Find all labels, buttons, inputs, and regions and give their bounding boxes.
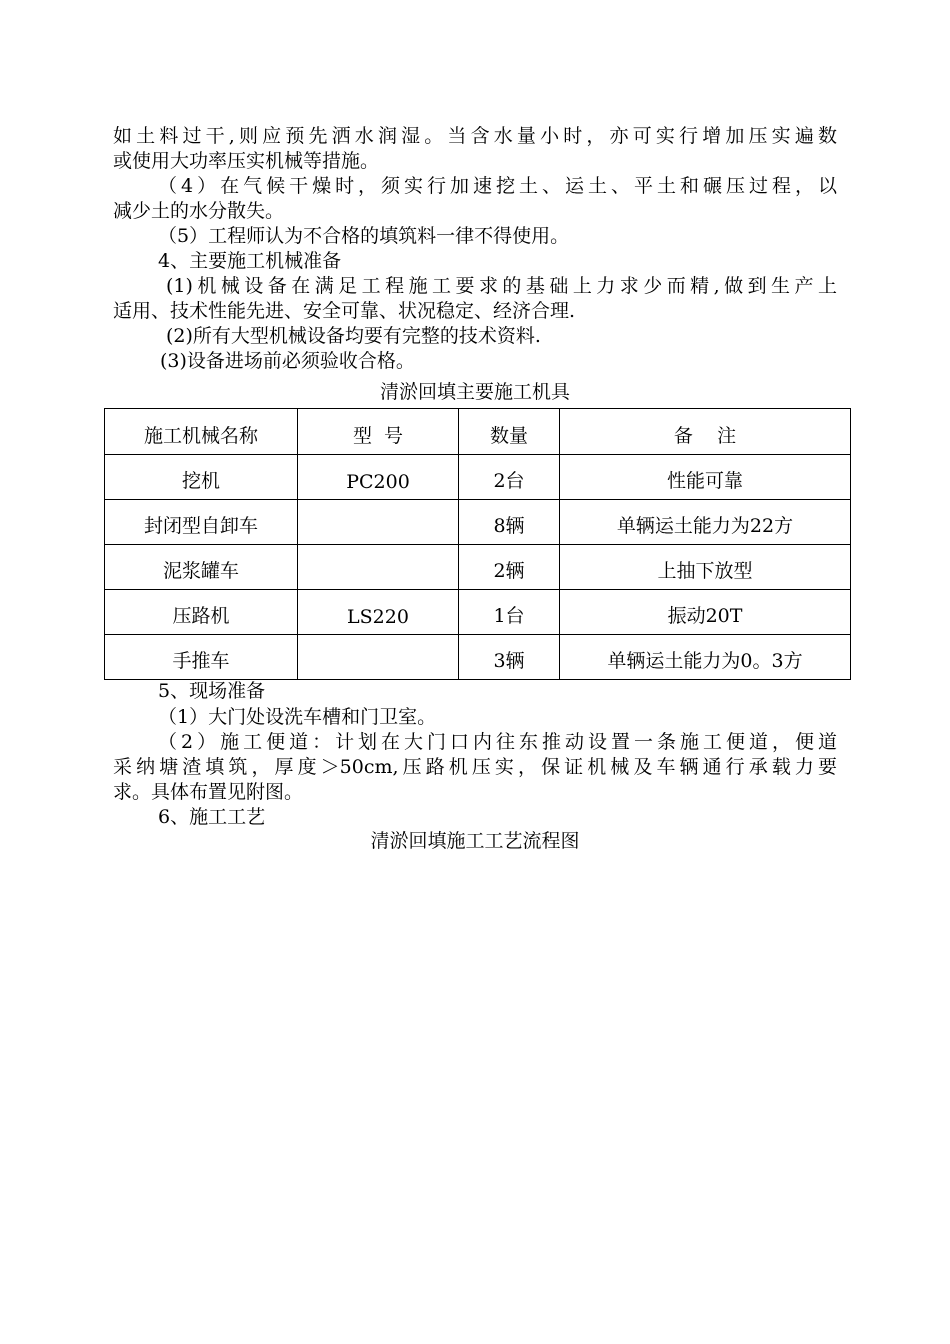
- table-cell: 手推车: [105, 635, 298, 680]
- table-cell: PC200: [298, 455, 459, 500]
- table-cell: 2台: [459, 455, 560, 500]
- paragraph-line: （2）施工便道：计划在大门口内往东推动设置一条施工便道，便道: [158, 731, 837, 753]
- table-cell: 挖机: [105, 455, 298, 500]
- table-header-row: [105, 409, 851, 455]
- table-row: [105, 635, 851, 680]
- section-heading: 4、主要施工机械准备: [158, 250, 342, 272]
- paragraph-line: (1)机械设备在满足工程施工要求的基础上力求少而精,做到生产上: [166, 275, 837, 297]
- table-row: [105, 545, 851, 590]
- table-cell: LS220: [298, 590, 459, 635]
- table-cell: 3辆: [459, 635, 560, 680]
- table-cell: 单辆运土能力为22方: [560, 500, 851, 545]
- section-heading: 5、现场准备: [158, 680, 266, 702]
- table-cell: 泥浆罐车: [105, 545, 298, 590]
- table-row: [105, 500, 851, 545]
- paragraph-line: 适用、技术性能先进、安全可靠、状况稳定、经济合理.: [113, 300, 576, 322]
- figure-title: 清淤回填施工工艺流程图: [370, 830, 580, 852]
- table-cell: [298, 545, 459, 590]
- equipment-table: [104, 408, 851, 680]
- table-cell: 单辆运土能力为0。3方: [560, 635, 851, 680]
- paragraph-line: （5）工程师认为不合格的填筑料一律不得使用。: [158, 225, 570, 247]
- table-cell: 1台: [459, 590, 560, 635]
- paragraph-line: 或使用大功率压实机械等措施。: [113, 150, 380, 172]
- paragraph-line: (2)所有大型机械设备均要有完整的技术资料.: [166, 325, 541, 347]
- table-cell: 上抽下放型: [560, 545, 851, 590]
- table-header-cell: 施工机械名称: [105, 409, 298, 455]
- paragraph-line: 采纳塘渣填筑，厚度＞50cm,压路机压实，保证机械及车辆通行承载力要: [113, 756, 837, 778]
- table-cell: [298, 500, 459, 545]
- table-cell: 振动20T: [560, 590, 851, 635]
- paragraph-line: (3)设备进场前必须验收合格。: [160, 350, 415, 372]
- paragraph-line: （1）大门处设洗车槽和门卫室。: [158, 706, 437, 728]
- table-cell: 性能可靠: [560, 455, 851, 500]
- table-row: [105, 455, 851, 500]
- table-cell: 8辆: [459, 500, 560, 545]
- table-header-cell: 备 注: [560, 409, 851, 455]
- paragraph-line: 如土料过干,则应预先洒水润湿。当含水量小时，亦可实行增加压实遍数: [113, 125, 837, 147]
- table-cell: 压路机: [105, 590, 298, 635]
- paragraph-line: 求。具体布置见附图。: [113, 781, 304, 803]
- table-header-cell: 型 号: [298, 409, 459, 455]
- table-row: [105, 590, 851, 635]
- paragraph-line: （4）在气候干燥时，须实行加速挖土、运土、平土和碾压过程，以: [158, 175, 837, 197]
- table-cell: 2辆: [459, 545, 560, 590]
- table-cell: [298, 635, 459, 680]
- section-heading: 6、施工工艺: [158, 806, 266, 828]
- table-caption: 清淤回填主要施工机具: [379, 381, 570, 403]
- table-cell: 封闭型自卸车: [105, 500, 298, 545]
- table-header-cell: 数量: [459, 409, 560, 455]
- paragraph-line: 减少土的水分散失。: [113, 200, 285, 222]
